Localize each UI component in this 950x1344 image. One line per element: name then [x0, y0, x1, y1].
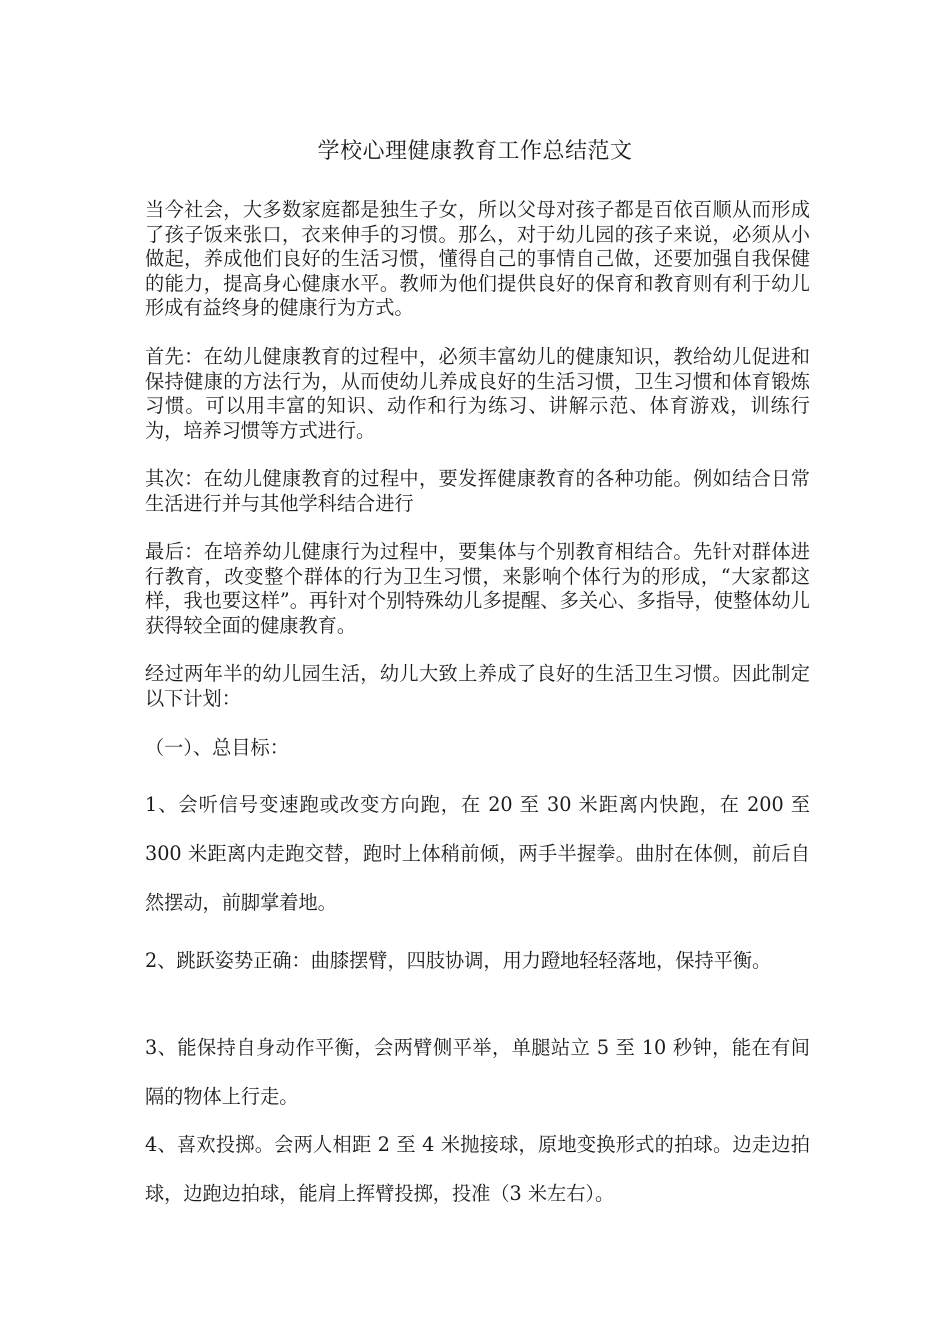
- paragraph-last: 最后：在培养幼儿健康行为过程中，要集体与个别教育相结合。先针对群体进行教育，改变整个群体的行为卫生习惯，来影响个体行为的形成，“大家都这样，我也要这样”。再针对个别特殊幼儿多提醒、多关心、多指导，使整体幼儿获得较全面的健康教育。: [145, 540, 810, 637]
- goal-item-3: 3、能保持自身动作平衡，会两臂侧平举，单腿站立 5 至 10 秒钟，能在有间隔的物体上行走。: [145, 1036, 810, 1108]
- goal-item-1: 1、会听信号变速跑或改变方向跑，在 20 至 30 米距离内快跑，在 200 至 300 米距离内走跑交替，跑时上体稍前倾，两手半握拳。曲肘在体侧，前后自然摆动，前脚掌着地。: [145, 793, 810, 914]
- goal-item-2: 2、跳跃姿势正确：曲膝摆臂，四肢协调，用力蹬地轻轻落地，保持平衡。: [145, 949, 772, 972]
- section-heading-goal: （一）、总目标：: [145, 736, 289, 759]
- paragraph-first: 首先：在幼儿健康教育的过程中，必须丰富幼儿的健康知识，教给幼儿促进和保持健康的方法行为，从而使幼儿养成良好的生活习惯，卫生习惯和体育锻炼习惯。可以用丰富的知识、动作和行为练习、讲解示范、体育游戏，训练行为，培养习惯等方式进行。: [145, 345, 810, 442]
- paragraph-second: 其次：在幼儿健康教育的过程中，要发挥健康教育的各种功能。例如结合日常生活进行并与其他学科结合进行: [145, 467, 810, 515]
- paragraph-plan: 经过两年半的幼儿园生活，幼儿大致上养成了良好的生活卫生习惯。因此制定以下计划：: [145, 662, 810, 710]
- goal-item-4: 4、喜欢投掷。会两人相距 2 至 4 米抛接球，原地变换形式的拍球。边走边拍球，边跑边拍球，能肩上挥臂投掷，投准（3 米左右）。: [145, 1133, 810, 1205]
- document-title: 学校心理健康教育工作总结范文: [317, 139, 633, 164]
- paragraph-intro: 当今社会，大多数家庭都是独生子女，所以父母对孩子都是百依百顺从而形成了孩子饭来张口，衣来伸手的习惯。那么，对于幼儿园的孩子来说，必须从小做起，养成他们良好的生活习惯，懂得自己的事情自己做，还要加强自我保健的能力，提高身心健康水平。教师为他们提供良好的保育和教育则有利于幼儿形成有益终身的健康行为方式。: [145, 198, 810, 319]
